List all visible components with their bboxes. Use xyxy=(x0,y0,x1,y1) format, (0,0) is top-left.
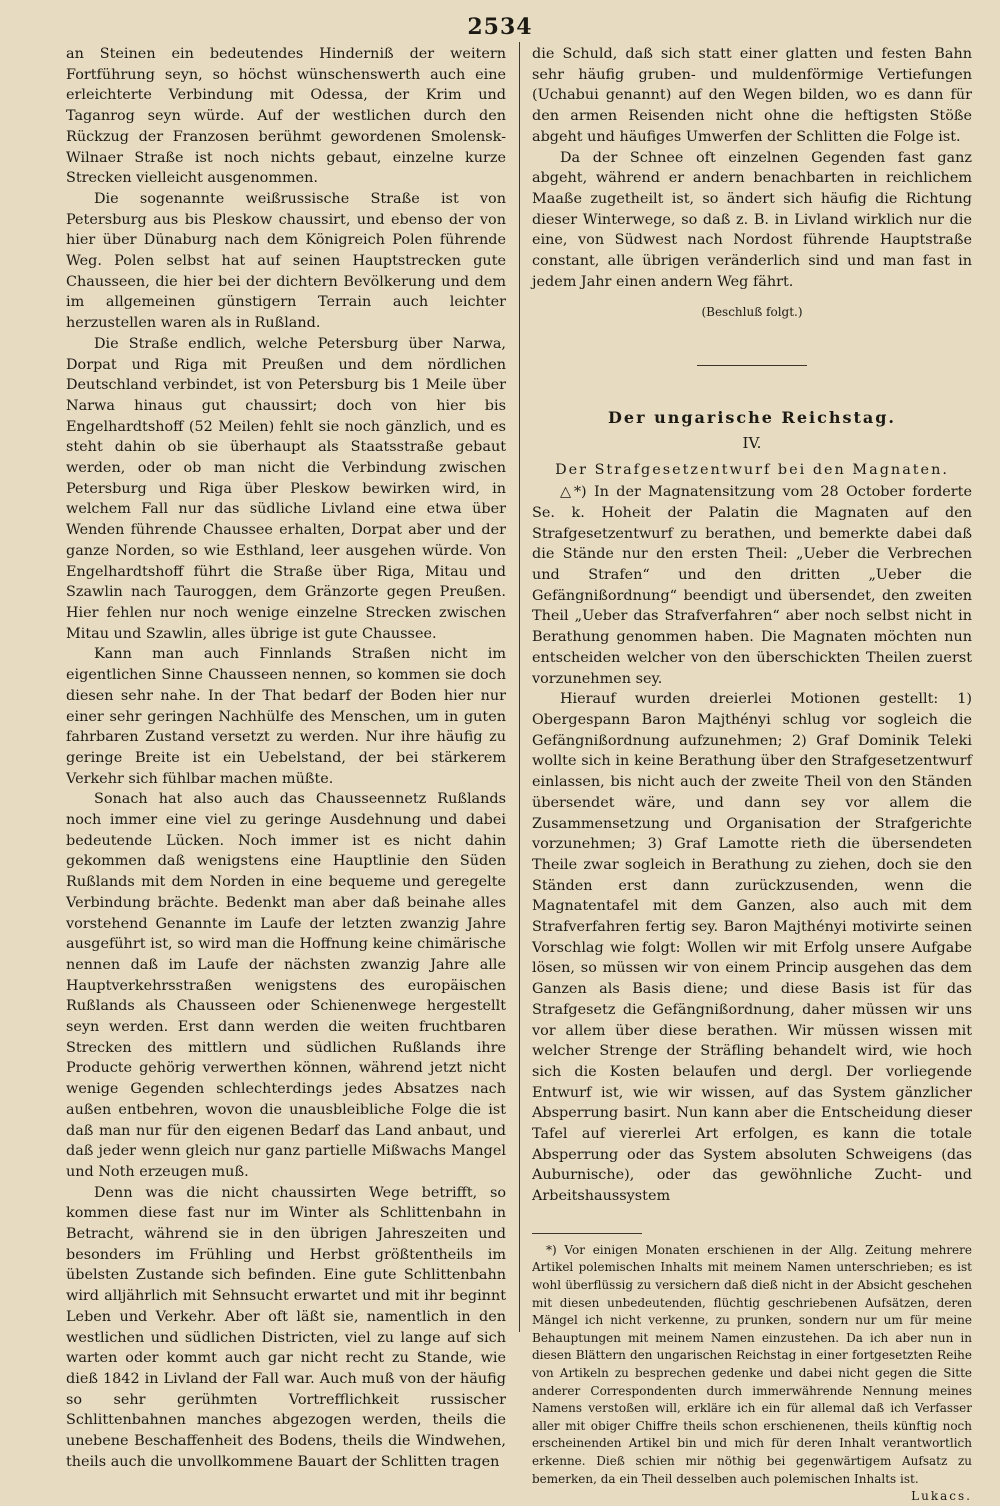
footnote-text: *) Vor einigen Monaten erschienen in der Allg. Zeitung mehrere Artikel polemischen Inhalts mit meinem Namen unterschrieben; es ist wohl überflüssig zu versichern daß dieß nicht in der Absicht geschehen mit diesen unbedeutenden, flüchtig geschriebenen Aufsätzen, deren Mängel ich nicht verkenne, zu prunken, sondern nur um für meine Behauptungen mit meinem Namen einzustehen. Da ich aber nun in diesen Blättern den ungarischen Reichstag in einer fortgesetzten Reihe von Artikeln zu besprechen gedenke und dabei nicht gegen die Sitte anderer Correspondenten durch immerwährende Nennung meines Namens verstoßen will, erkläre ich ein für allemal daß ich Verfasser aller mit obiger Chiffre theils schon erschienenen, theils künftig noch erscheinenden Artikel bin und mich für deren Inhalt verantwortlich erkenne. Dieß schien mir nöthig bei gegenwärtigem Aufsatz zu bemerken, da ein Theil desselben auch polemischen Inhalts ist. xyxy=(532,1242,972,1486)
paragraph: die Schuld, daß sich statt einer glatten und festen Bahn sehr häufig gruben- und muldenförmige Vertiefungen (Uchabui genannt) auf den Wegen bilden, wo es dann für den armen Reisenden nicht ohne die heftigsten Stöße abgeht und häufiges Umwerfen der Schlitten die Folge ist. xyxy=(532,46,972,145)
paragraph: Hierauf wurden dreierlei Motionen gestellt: 1) Obergespann Baron Majthényi schlug vor sogleich die Gefängnißordnung aufzunehmen; 2) Graf Dominik Teleki wollte sich in keine Berathung über den Strafgesetzentwurf einlassen, bis nicht auch der zweite Theil von den Ständen übersendet wäre, und dann sey vor allem die Zusammensetzung und Organisation der Strafgerichte vorzunehmen; 3) Graf Lamotte rieth die übersendeten Theile zwar sogleich in Berathung zu ziehen, doch sie den Ständen erst dann zurückzusenden, wenn die Magnatentafel mit dem Ganzen, also auch mit dem Strafverfahren fertig sey. Baron Majthényi motivirte seinen Vorschlag wie folgt: Wollen wir mit Erfolg unsere Aufgabe lösen, so müssen wir von einem Princip ausgehen das dem Ganzen als Basis diene; und diese Basis ist für das Strafgesetz die Gefängnißordnung, daher müssen wir uns vor allem über diese berathen. Wir müssen wissen mit welcher Strenge der Sträfling behandelt wird, wie hoch sich die Kosten belaufen und dergl. Der vorliegende Entwurf ist, wie wir wissen, auf das System gänzlicher Absperrung basirt. Nun kann aber die Entscheidung dieser Tafel auf viererlei Art erfolgen, es kann die totale Absperrung oder das System absoluten Schweigens (das Auburnische), oder das gewöhnliche Zucht- und Arbeitshaussystem xyxy=(532,691,972,1205)
paragraph: Kann man auch Finnlands Straßen nicht im eigentlichen Sinne Chausseen nennen, so kommen sie doch diesen sehr nahe. In der That bedarf der Boden hier nur einer sehr geringen Nachhülfe des Menschen, um in guten fahrbaren Zustand versetzt zu werden. Nur ihre häufig zu geringe Breite ist ein Uebelstand, der bei stärkerem Verkehr sich fühlbar machen müßte. xyxy=(66,646,506,787)
paragraph: Sonach hat also auch das Chausseennetz Rußlands noch immer eine viel zu geringe Ausdehnung und dabei bedeutende Lücken. Noch immer ist es nicht dahin gekommen daß wenigstens eine Hauptlinie den Süden Rußlands mit dem Norden in eine bequeme und geregelte Verbindung brächte. Bedenkt man aber daß beinahe alles vorstehend Genannte im Laufe der letzten zwanzig Jahre ausgeführt ist, so wird man die Hoffnung keine chimärische nennen daß im Laufe der nächsten zwanzig Jahre alle Hauptverkehrsstraßen wenigstens des europäischen Rußlands als Chausseen oder Schienenwege hergestellt seyn werden. Erst dann werden die weiten fruchtbaren Strecken des mittlern und südlichen Rußlands ihre Producte gehörig verwerthen können, während jetzt nicht wenige Gegenden schlechterdings jedes Absatzes nach außen entbehren, wovon die unausbleibliche Folge die ist daß man nur für den eigenen Bedarf das Land anbaut, und daß jeder wenn gleich nur ganz partielle Mißwachs Mangel und Noth erzeugen muß. xyxy=(66,791,506,1180)
continuation-note: (Beschluß folgt.) xyxy=(701,305,803,320)
footnote-signature: Lukacs. xyxy=(911,1489,972,1504)
paragraph: △*) In der Magnatensitzung vom 28 October forderte Se. k. Hoheit der Palatin die Magnaten auf den Strafgesetzentwurf zu berathen, und bemerkte dabei daß die Stände nur den ersten Theil: „Ueber die Verbrechen und Strafen“ und den dritten „Ueber die Gefängnißordnung“ beendigt und übersendet, den zweiten Theil „Ueber das Strafverfahren“ aber noch selbst nicht in Berathung genommen haben. Die Magnaten möchten nun entscheiden welcher von den überschickten Theilen zuerst vorzunehmen sey. xyxy=(532,484,972,687)
article-number: IV. xyxy=(742,433,762,452)
paragraph: Denn was die nicht chaussirten Wege betrifft, so kommen diese fast nur im Winter als Schlittenbahn in Betracht, während sie in den übrigen Jahreszeiten und besonders im Frühling und Herbst größtentheils im übelsten Zustande sich befinden. Eine gute Schlittenbahn wird alljährlich mit Sehnsucht erwartet und mit ihr beginnt Leben und Verkehr. Aber oft läßt sie, namentlich in den westlichen und südlichen Districten, viel zu lange auf sich warten oder kommt auch gar nicht recht zu Stande, wie dieß 1842 in Livland der Fall war. Auch muß von der häufig so sehr gerühmten Vortrefflichkeit russischer Schlittenbahnen manches abgezogen werden, theils die unebene Beschaffenheit des Bodens, theils die Windwehen, theils auch die unvollkommene Bauart der Schlitten tragen xyxy=(66,1184,506,1470)
footnote-rule xyxy=(532,1233,642,1234)
article-separator xyxy=(697,365,807,366)
paragraph: an Steinen ein bedeutendes Hinderniß der weitern Fortführung seyn, so höchst wünschenswerth auch eine erleichterte Verbindung mit Odessa, der Krim und Taganrog seyn würde. Auf der westlichen durch den Rückzug der Franzosen berühmt gewordenen Smolensk-Wilnaer Straße ist noch nichts gebaut, einzelne kurze Strecken vielleicht ausgenommen. xyxy=(66,46,506,187)
page-number: 2534 xyxy=(467,14,533,40)
footnote xyxy=(532,1242,972,1506)
paragraph: Die sogenannte weißrussische Straße ist von Petersburg aus bis Pleskow chaussirt, und ebenso der von hier über Dünaburg nach dem Königreich Polen führende Weg. Polen selbst hat auf seinen Hauptstrecken gute Chausseen, die hier bei der dichtern Bevölkerung und dem im allgemeinen günstigern Terrain auch leichter herzustellen waren als in Rußland. xyxy=(66,190,506,332)
article-subtitle: Der Strafgesetzentwurf bei den Magnaten. xyxy=(555,461,949,478)
column-divider xyxy=(519,42,520,1332)
right-column xyxy=(532,44,972,1504)
paragraph: Die Straße endlich, welche Petersburg über Narwa, Dorpat und Riga mit Preußen und dem nördlichen Deutschland verbindet, ist von Petersburg bis 1 Meile über Narwa hinaus gut chaussirt; doch von hier bis Engelhardtshoff (52 Meilen) fehlt sie noch gänzlich, und es steht dahin ob sie überhaupt als Staatsstraße gebaut werden, oder ob man nicht die Verbindung zwischen Petersburg und Riga über Pleskow bewirken wird, in welchem Fall nur das südliche Livland eine etwa über Wenden führende Chaussee erhalten, Dorpat aber und der ganze Norden, so wie Esthland, leer ausgehen würde. Von Engelhardtshoff führt die Straße über Riga, Mitau und Szawlin nach Tauroggen, dem Gränzorte gegen Preußen. Hier fehlen nur noch wenige einzelne Strecken zwischen Mitau und Szawlin, alles übrige ist gute Chaussee. xyxy=(66,335,506,642)
article-title: Der ungarische Reichstag. xyxy=(608,408,896,428)
left-column xyxy=(66,44,506,1470)
paragraph: Da der Schnee oft einzelnen Gegenden fast ganz abgeht, während er andern benachbarten in reichlichem Maaße zugetheilt ist, so ändert sich häufig die Richtung dieser Winterwege, so daß z. B. in Livland wirklich nur die eine, von Südwest nach Nordost führende Hauptstraße constant, alle übrigen veränderlich sind und man fast in jedem Jahr einen andern Weg fährt. xyxy=(532,149,972,290)
